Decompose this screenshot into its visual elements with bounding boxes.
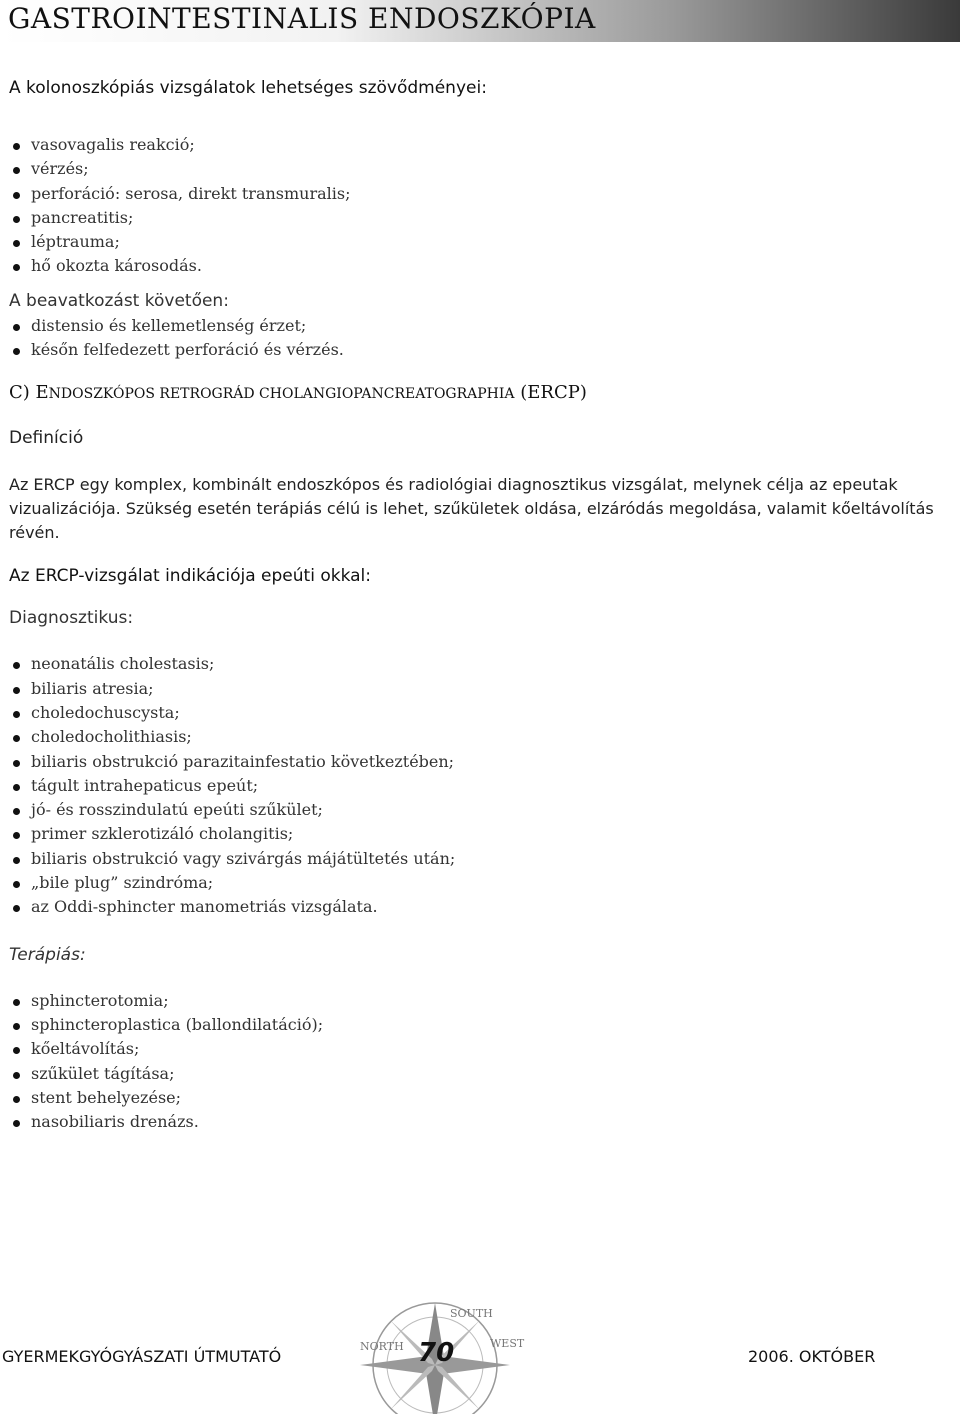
- definition-text: Az ERCP egy komplex, kombinált endoszkópos és radiológiai diagnosztikus vizsgálat, melynek célja az epeutak vizualizációja. Szükség esetén terápiás célú is lehet, szűkületek oldása, elzáródás megoldása, valamit kőeltávolítás révén.: [9, 475, 934, 543]
- diagnostic-list: [9, 652, 939, 919]
- diagnostic-item: jó- és rosszindulatú epeúti szűkület;: [9, 798, 939, 822]
- after-item: későn felfedezett perforáció és vérzés.: [9, 338, 939, 362]
- complication-item: perforáció: serosa, direkt transmuralis;: [9, 182, 939, 206]
- complications-list: [9, 133, 939, 279]
- footer-right: 2006. OKTÓBER: [748, 1347, 876, 1366]
- complication-item: vérzés;: [9, 157, 939, 181]
- therapeutic-item: kőeltávolítás;: [9, 1037, 939, 1061]
- therapeutic-item: szűkület tágítása;: [9, 1062, 939, 1086]
- diagnostic-item: primer szklerotizáló cholangitis;: [9, 822, 939, 846]
- page-header: [0, 0, 960, 42]
- ther-heading: Terápiás:: [9, 944, 86, 965]
- after-list: [9, 314, 939, 363]
- diagnostic-item: choledochuscysta;: [9, 701, 939, 725]
- section-c-prefix: C) E: [9, 382, 49, 404]
- section-c-suffix: (ERCP): [514, 382, 587, 404]
- header-title: GASTROINTESTINALIS ENDOSZKÓPIA: [8, 2, 596, 35]
- page-number: 70: [418, 1338, 455, 1368]
- diag-heading: Diagnosztikus:: [9, 608, 134, 629]
- svg-text:WEST: WEST: [490, 1337, 525, 1350]
- diagnostic-item: neonatális cholestasis;: [9, 652, 939, 676]
- diagnostic-item: biliaris obstrukció parazitainfestatio következtében;: [9, 750, 939, 774]
- section-c-rest: NDOSZKÓPOS RETROGRÁD CHOLANGIOPANCREATOGRAPHIA: [48, 386, 515, 403]
- diagnostic-item: tágult intrahepaticus epeút;: [9, 774, 939, 798]
- complications-heading: A kolonoszkópiás vizsgálatok lehetséges szövődményei:: [9, 78, 487, 98]
- page-content: [9, 78, 939, 1134]
- section-c-title: [9, 382, 939, 403]
- complication-item: pancreatitis;: [9, 206, 939, 230]
- diagnostic-item: „bile plug” szindróma;: [9, 871, 939, 895]
- complication-item: léptrauma;: [9, 230, 939, 254]
- after-heading: A beavatkozást követően:: [9, 290, 229, 311]
- diagnostic-item: az Oddi-sphincter manometriás vizsgálata.: [9, 895, 939, 919]
- indication-heading: Az ERCP-vizsgálat indikációja epeúti okkal:: [9, 566, 371, 587]
- svg-text:NORTH: NORTH: [360, 1340, 404, 1353]
- footer-left: GYERMEKGYÓGYÁSZATI ÚTMUTATÓ: [2, 1347, 282, 1366]
- diagnostic-item: biliaris obstrukció vagy szivárgás májátültetés után;: [9, 847, 939, 871]
- therapeutic-item: nasobiliaris drenázs.: [9, 1110, 939, 1134]
- therapeutic-list: [9, 989, 939, 1135]
- therapeutic-item: stent behelyezése;: [9, 1086, 939, 1110]
- therapeutic-item: sphincterotomia;: [9, 989, 939, 1013]
- diagnostic-item: biliaris atresia;: [9, 677, 939, 701]
- complication-item: vasovagalis reakció;: [9, 133, 939, 157]
- complication-item: hő okozta károsodás.: [9, 254, 939, 278]
- after-item: distensio és kellemetlenség érzet;: [9, 314, 939, 338]
- diagnostic-item: choledocholithiasis;: [9, 725, 939, 749]
- definition-heading: Definíció: [9, 428, 84, 449]
- therapeutic-item: sphincteroplastica (ballondilatáció);: [9, 1013, 939, 1037]
- svg-text:SOUTH: SOUTH: [450, 1307, 493, 1320]
